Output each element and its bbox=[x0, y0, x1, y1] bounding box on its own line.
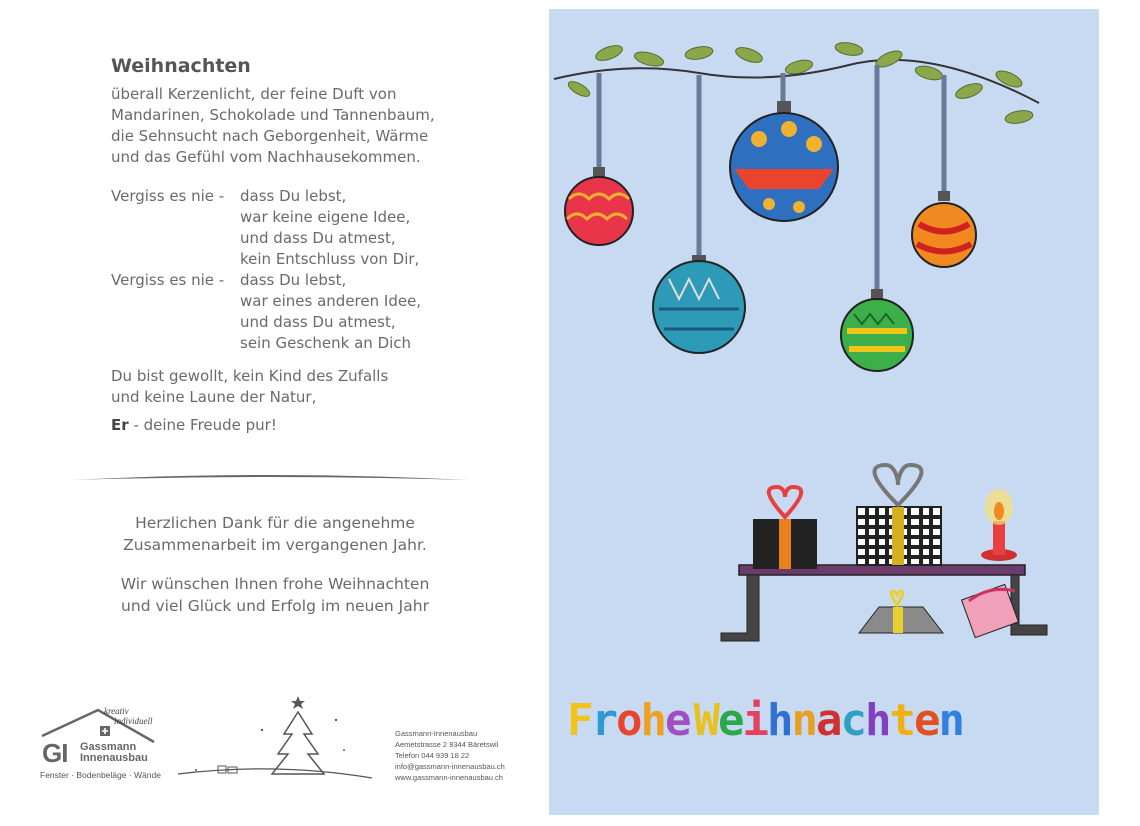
greeting-letter: n bbox=[791, 695, 816, 746]
greeting-letter: i bbox=[742, 695, 767, 746]
poem-line bbox=[111, 186, 421, 207]
poem-text: dass Du lebst, bbox=[240, 271, 347, 289]
card-front-illustration bbox=[549, 9, 1099, 815]
poem-line bbox=[111, 312, 421, 333]
ornament-blue-large bbox=[730, 101, 838, 221]
intro-line: die Sehnsucht nach Geborgenheit, Wärme bbox=[111, 127, 429, 145]
gift-black-heart bbox=[753, 487, 817, 569]
greeting-letter: W bbox=[693, 695, 718, 746]
logo-tagline bbox=[104, 706, 153, 726]
greeting-letter: e bbox=[665, 695, 690, 746]
greeting-letter: t bbox=[889, 695, 914, 746]
poem-line bbox=[111, 249, 421, 270]
logo-services: Fenster · Bodenbeläge · Wände bbox=[40, 770, 161, 780]
poem-lead bbox=[111, 249, 240, 270]
gift-yellow bbox=[859, 591, 943, 633]
poem-lead bbox=[111, 291, 240, 312]
ornament-red bbox=[565, 167, 633, 245]
address-line[interactable]: www.gassmann-innenausbau.ch bbox=[395, 773, 503, 782]
greeting-letter: e bbox=[914, 695, 939, 746]
poem-text: war keine eigene Idee, bbox=[240, 208, 411, 226]
poem-line bbox=[111, 333, 421, 354]
company-address bbox=[395, 728, 505, 783]
greeting-letter: c bbox=[840, 695, 865, 746]
address-line[interactable]: info@gassmann-innenausbau.ch bbox=[395, 762, 505, 771]
thanks-line: Zusammenarbeit im vergangenen Jahr. bbox=[123, 536, 427, 554]
ornament-teal bbox=[653, 255, 745, 353]
swoosh-divider bbox=[70, 468, 470, 488]
closing-line: und keine Laune der Natur, bbox=[111, 388, 317, 406]
logo-initials: GI bbox=[42, 738, 68, 768]
closing-paragraph bbox=[111, 366, 388, 408]
poem-lead bbox=[111, 228, 240, 249]
thanks-line: Herzlichen Dank für die angenehme bbox=[135, 514, 415, 532]
greeting-letter: r bbox=[591, 695, 616, 746]
poem-lead bbox=[111, 207, 240, 228]
poem-line bbox=[111, 291, 421, 312]
thanks-paragraph bbox=[60, 512, 490, 556]
greeting-frohe-weihnachten bbox=[567, 695, 963, 746]
christmas-tree-icon bbox=[176, 690, 376, 790]
ornament-green bbox=[841, 289, 913, 371]
poem-text: und dass Du atmest, bbox=[240, 313, 396, 331]
greeting-letter: h bbox=[640, 695, 665, 746]
poem-text: kein Entschluss von Dir, bbox=[240, 250, 420, 268]
greeting-letter: a bbox=[816, 695, 841, 746]
closing-line: Du bist gewollt, kein Kind des Zufalls bbox=[111, 367, 389, 385]
address-line: Aemetstrasse 2 8344 Bäretswil bbox=[395, 740, 499, 749]
greeting-letter: h bbox=[865, 695, 890, 746]
wishes-paragraph bbox=[60, 573, 490, 617]
poem-lead: Vergiss es nie - bbox=[111, 187, 225, 205]
er-bold: Er bbox=[111, 416, 129, 434]
intro-line: Mandarinen, Schokolade und Tannenbaum, bbox=[111, 106, 435, 124]
card-inside-left bbox=[0, 0, 550, 826]
logo-name-line: Gassmann bbox=[80, 741, 137, 753]
poem-text: dass Du lebst, bbox=[240, 187, 347, 205]
logo-name-line: Innenausbau bbox=[80, 752, 148, 764]
poem-lead: Vergiss es nie - bbox=[111, 271, 225, 289]
poem-title: Weihnachten bbox=[111, 55, 251, 77]
poem-lead bbox=[111, 312, 240, 333]
fir-branch-icon bbox=[566, 41, 1034, 126]
greeting-letter: n bbox=[938, 695, 963, 746]
candle-icon bbox=[981, 489, 1017, 561]
er-rest: - deine Freude pur! bbox=[128, 416, 277, 434]
gift-checkered bbox=[857, 465, 941, 565]
address-line: Gassmann-Innenausbau bbox=[395, 729, 478, 738]
poem-stanza bbox=[111, 186, 421, 354]
er-line bbox=[111, 416, 277, 434]
greeting-letter: o bbox=[616, 695, 641, 746]
tagline-word: individuell bbox=[114, 716, 153, 726]
poem-text: war eines anderen Idee, bbox=[240, 292, 422, 310]
greeting-letter: h bbox=[767, 695, 792, 746]
logo-company-name bbox=[80, 742, 148, 764]
wishes-line: und viel Glück und Erfolg im neuen Jahr bbox=[121, 597, 429, 615]
intro-paragraph bbox=[111, 84, 435, 168]
intro-line: überall Kerzenlicht, der feine Duft von bbox=[111, 85, 397, 103]
poem-text: sein Geschenk an Dich bbox=[240, 334, 412, 352]
poem-text: und dass Du atmest, bbox=[240, 229, 396, 247]
poem-lead bbox=[111, 333, 240, 354]
intro-line: und das Gefühl vom Nachhausekommen. bbox=[111, 148, 421, 166]
greeting-letter: e bbox=[718, 695, 743, 746]
gift-pink bbox=[962, 584, 1019, 637]
tagline-word: kreativ bbox=[104, 706, 129, 716]
poem-line bbox=[111, 228, 421, 249]
poem-line bbox=[111, 207, 421, 228]
wishes-line: Wir wünschen Ihnen frohe Weihnachten bbox=[120, 575, 430, 593]
poem-line bbox=[111, 270, 421, 291]
ornament-orange bbox=[912, 191, 976, 267]
address-line: Telefon 044 939 18 22 bbox=[395, 751, 470, 760]
greeting-letter: F bbox=[567, 695, 592, 746]
